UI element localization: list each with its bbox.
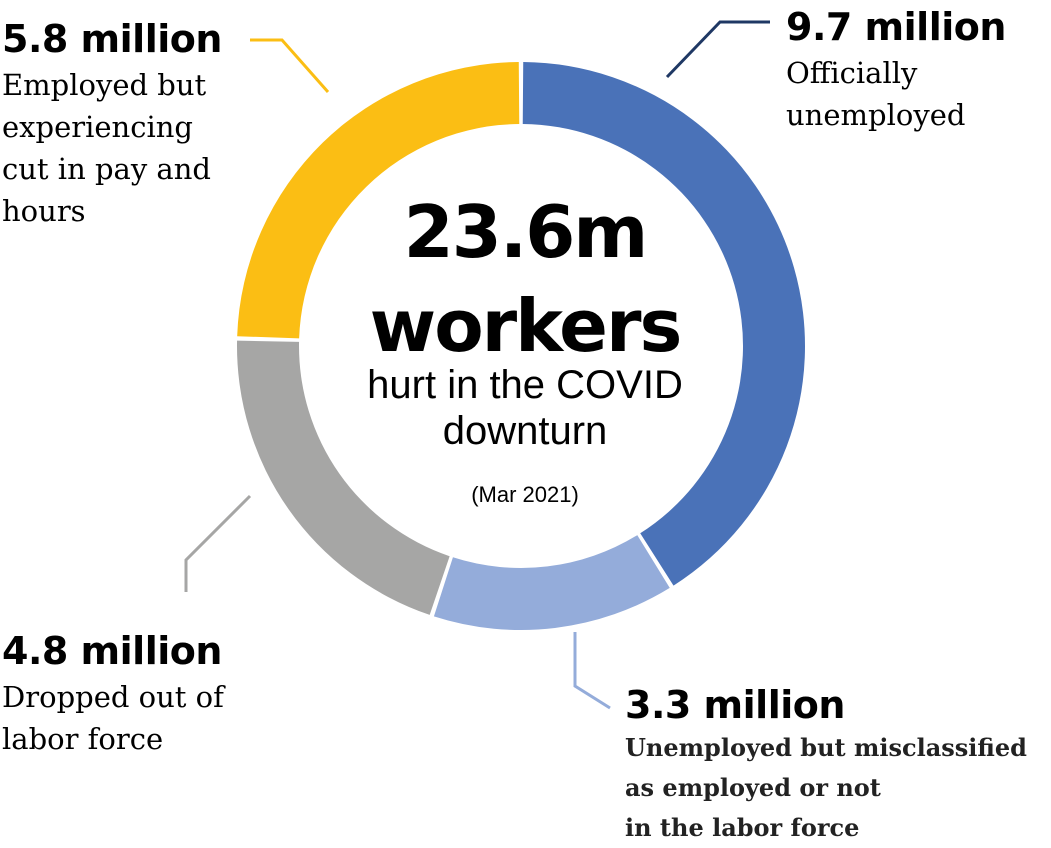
description-line: in the labor force	[625, 813, 860, 842]
value-label: 9.7 million	[786, 5, 1006, 49]
leader-line-officially-unemployed	[667, 22, 770, 77]
description-line: Officially	[786, 56, 918, 90]
leader-line-dropped-out	[186, 496, 250, 592]
description-line: unemployed	[786, 98, 966, 132]
center-subtitle	[300, 362, 750, 454]
value-label: 5.8 million	[2, 17, 222, 61]
leader-line-misclassified	[575, 632, 610, 708]
description-line: hours	[2, 194, 86, 228]
center-subtitle-line2: downturn	[442, 409, 608, 453]
value-label: 4.8 million	[2, 629, 222, 673]
label-dropped-out	[2, 629, 224, 760]
slice-misclassified	[434, 535, 670, 630]
description-line: labor force	[2, 722, 164, 756]
center-total-value: 23.6m	[403, 190, 647, 274]
value-label: 3.3 million	[625, 683, 845, 727]
center-unit-label: workers	[369, 284, 681, 368]
description-line: experiencing	[2, 110, 193, 144]
description-label	[2, 64, 222, 232]
center-total	[300, 190, 750, 274]
description-line: Unemployed but misclassified	[625, 733, 1027, 762]
center-subtitle-line1: hurt in the COVID	[367, 363, 683, 407]
leader-line-pay-cut	[250, 40, 328, 92]
label-officially-unemployed	[786, 5, 1006, 136]
center-unit	[300, 284, 750, 368]
description-line: cut in pay and	[2, 152, 211, 186]
description-label	[786, 52, 1006, 136]
label-misclassified	[625, 683, 1027, 848]
description-line: Dropped out of	[2, 680, 224, 714]
center-date-label: (Mar 2021)	[471, 482, 579, 507]
description-label	[2, 676, 224, 760]
description-line: as employed or not	[625, 773, 881, 802]
description-line: Employed but	[2, 68, 207, 102]
label-pay-cut	[2, 17, 222, 232]
description-label	[625, 728, 1027, 848]
center-date	[300, 482, 750, 508]
